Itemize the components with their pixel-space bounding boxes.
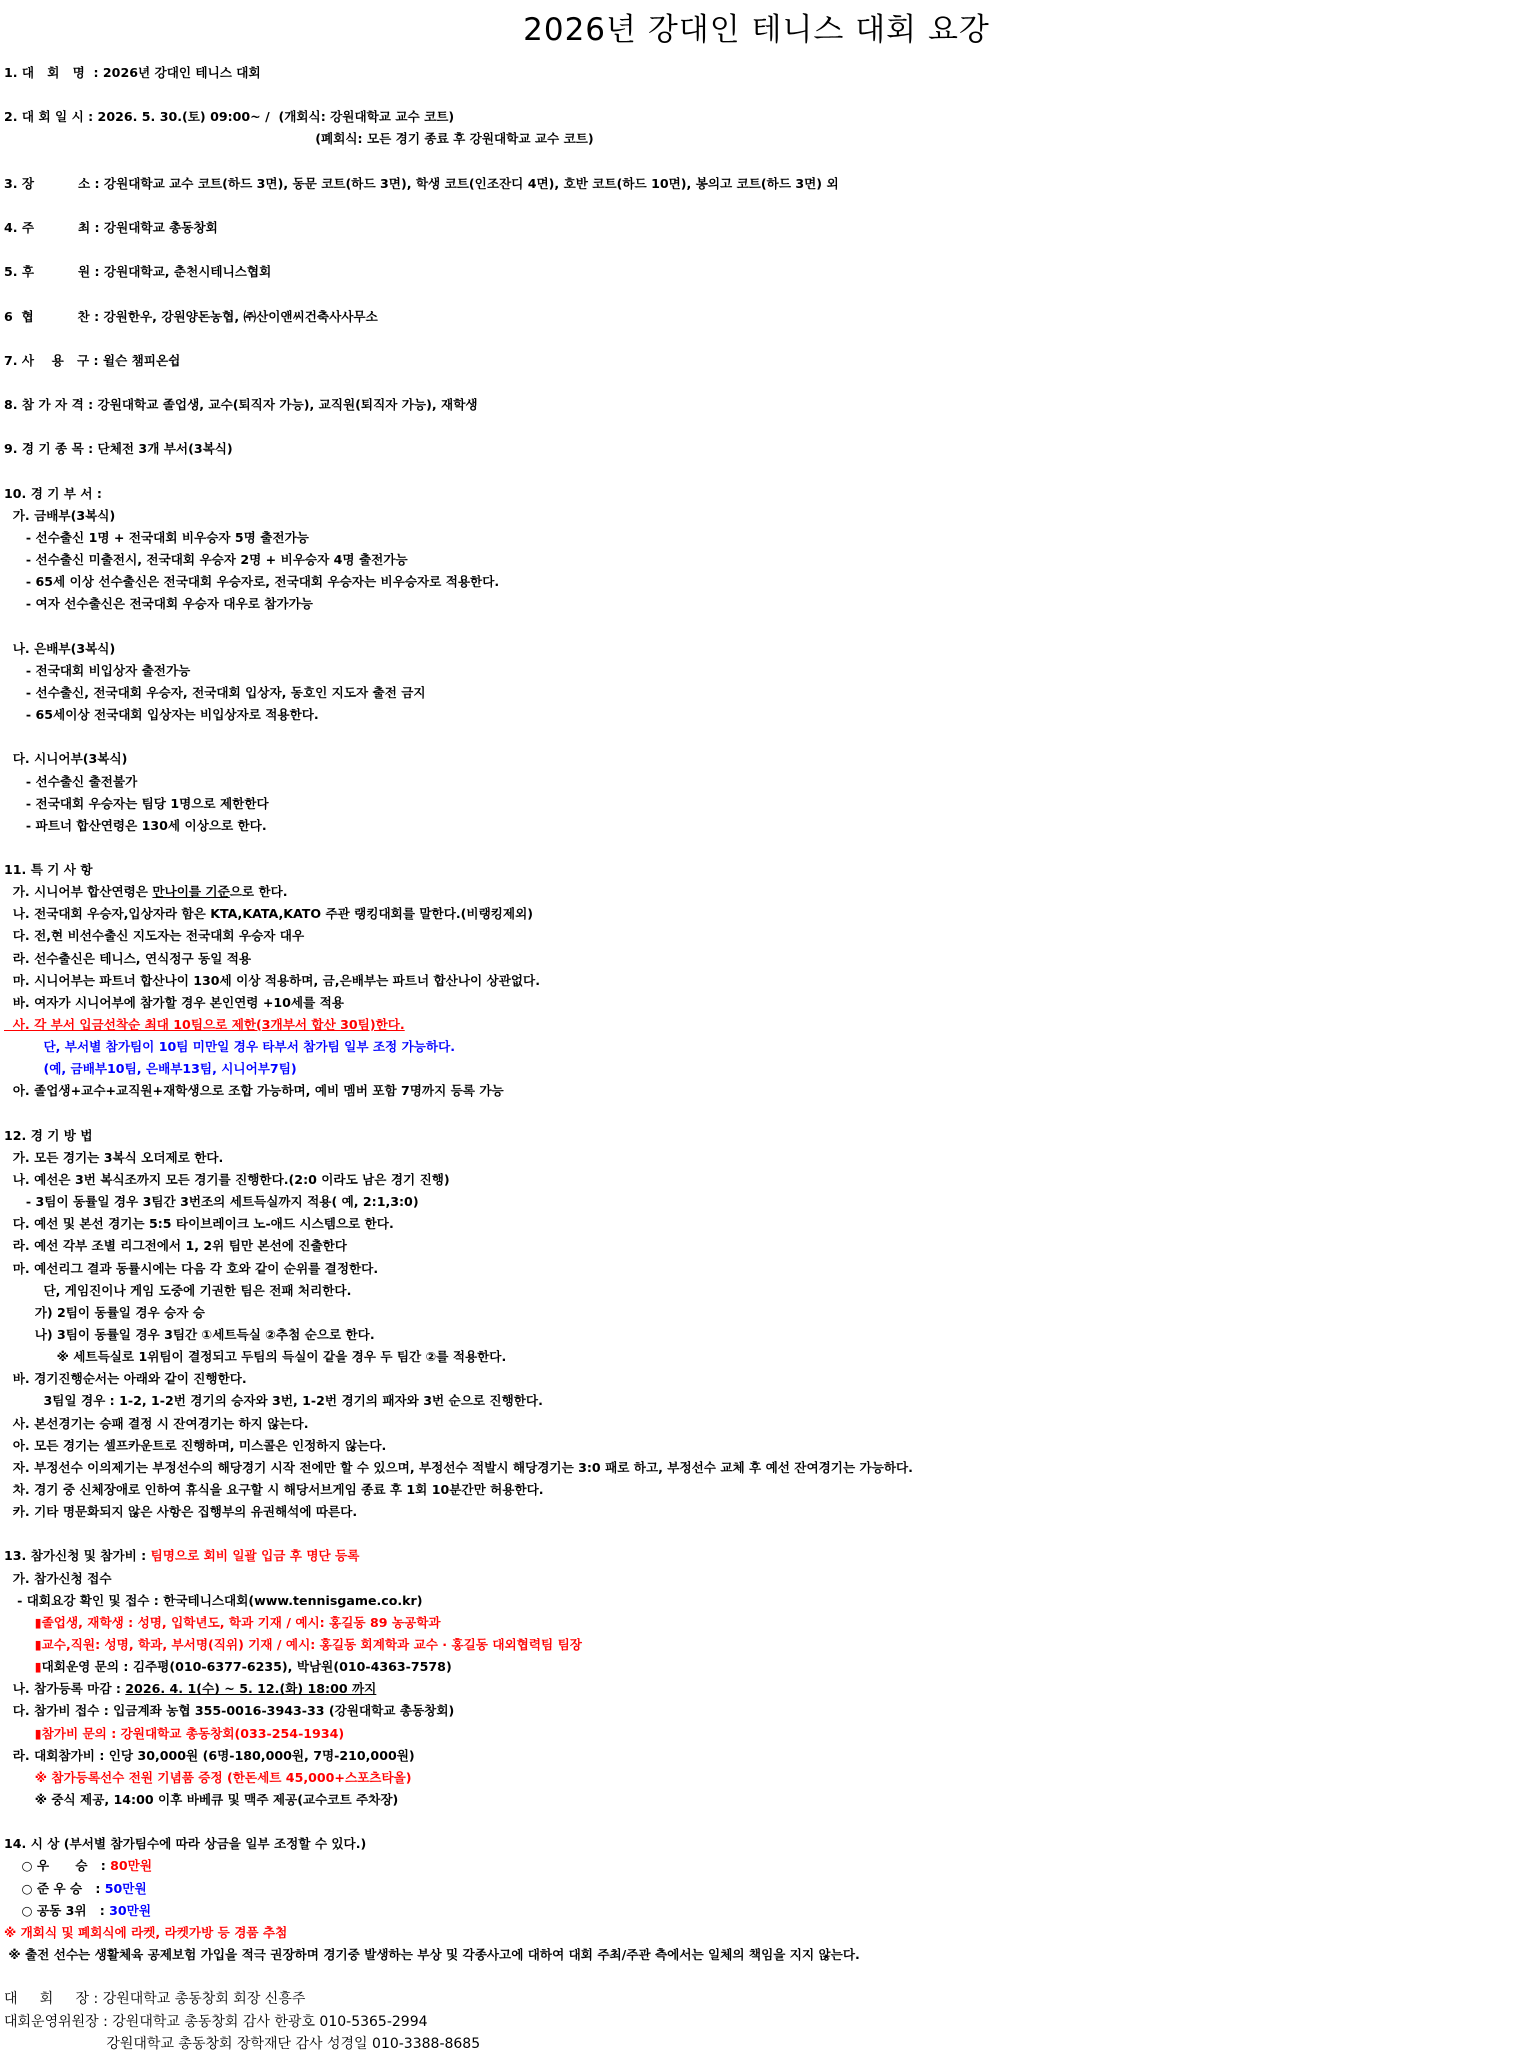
text-line: [4, 1435, 1504, 1457]
text-segment: 가. 시니어부 합산연령은: [4, 884, 153, 900]
text-line: [4, 704, 1504, 726]
document-title: 2026년 강대인 테니스 대회 요강: [523, 12, 990, 48]
text-line: [4, 793, 1504, 815]
text-line: [4, 992, 1504, 1014]
document-body: [4, 62, 1504, 2056]
text-segment: - 대회요강 확인 및 접수 : 한국테니스대회(www.tennisgame.co.kr): [4, 1592, 423, 1608]
text-segment: 나) 3팀이 동률일 경우 3팀간 ①세트득실 ②추첨 순으로 한다.: [4, 1327, 375, 1343]
text-segment: 나. 은배부(3복식): [4, 640, 116, 656]
blank-line: [4, 372, 1504, 394]
text-segment: 30만원: [109, 1902, 151, 1918]
text-line: [4, 1258, 1504, 1280]
text-segment: ▮교수,직원: 성명, 학과, 부서명(직위) 기재 / 예시: 홍길동 회계학과 교수 · 홍길동 대외협력팀 팀장: [4, 1636, 582, 1652]
text-segment: 6 협 찬 : 강원한우, 강원양돈농협, ㈜산이앤씨건축사사무소: [4, 308, 378, 324]
text-segment: 팀명으로 회비 일괄 입금 후 명단 등록: [150, 1548, 360, 1564]
text-segment: 만나이를 기준: [152, 884, 230, 900]
text-segment: 바. 경기진행순서는 아래와 같이 진행한다.: [4, 1371, 247, 1387]
signature-line: 대 회 장 : 강원대학교 총동창회 회장 신흥주: [4, 1991, 306, 2008]
text-segment: 으로 한다.: [229, 884, 288, 900]
text-line: [4, 859, 1504, 881]
text-segment: - 전국대회 비입상자 출전가능: [4, 662, 191, 678]
text-segment: 12. 경 기 방 법: [4, 1127, 93, 1143]
text-line: [4, 925, 1504, 947]
text-segment: 다. 시니어부(3복식): [4, 751, 128, 767]
text-segment: 바. 여자가 시니어부에 참가할 경우 본인연령 +10세를 적용: [4, 994, 344, 1010]
text-line: [4, 1169, 1504, 1191]
blank-line: [4, 1103, 1504, 1125]
text-line: [4, 1302, 1504, 1324]
signature-block: [4, 1988, 1504, 2056]
blank-line: [4, 195, 1504, 217]
blank-line: [4, 616, 1504, 638]
blank-line: [4, 726, 1504, 748]
text-line: [4, 261, 1504, 283]
text-segment: 11. 특 기 사 항: [4, 862, 93, 878]
text-segment: 차. 경기 중 신체장애로 인하여 휴식을 요구할 시 해당서브게임 종료 후 1회 10분간만 허용한다.: [4, 1482, 544, 1497]
text-segment: ○ 준 우 승 :: [4, 1880, 105, 1896]
text-line: [4, 1457, 1504, 1479]
text-line: [4, 1413, 1504, 1435]
text-line: [4, 748, 1504, 770]
text-segment: 9. 경 기 종 목 : 단체전 3개 부서(3복식): [4, 441, 233, 457]
text-line: [4, 1125, 1504, 1147]
text-line: [4, 173, 1504, 195]
text-line: [4, 1922, 1504, 1944]
text-segment: - 여자 선수출신은 전국대회 우승자 대우로 참가가능: [4, 596, 313, 612]
text-line: [4, 62, 1504, 84]
text-line: [4, 394, 1504, 416]
text-segment: 카. 기타 명문화되지 않은 사항은 집행부의 유권해석에 따른다.: [4, 1504, 358, 1520]
text-line: [4, 527, 1504, 549]
text-segment: 나. 전국대회 우승자,입상자라 함은 KTA,KATA,KATO 주관 랭킹대회를 말한다.(비랭킹제외): [4, 906, 533, 922]
text-segment: (폐회식: 모든 경기 종료 후 강원대학교 교수 코트): [4, 131, 594, 147]
text-segment: 8. 참 가 자 격 : 강원대학교 졸업생, 교수(퇴직자 가능), 교직원(퇴직자 가능), 재학생: [4, 397, 478, 413]
text-line: [4, 1900, 1504, 1922]
text-line: [4, 1700, 1504, 1722]
text-segment: 80만원: [110, 1858, 152, 1874]
text-segment: ※ 개회식 및 폐회식에 라켓, 라켓가방 등 경품 추첨: [4, 1924, 288, 1940]
text-line: [4, 1213, 1504, 1235]
text-line: [4, 571, 1504, 593]
text-segment: 다. 참가비 접수 : 입금계좌 농협 355-0016-3943-33 (강원대학교 총동창회): [4, 1703, 455, 1719]
text-line: [4, 1833, 1504, 1855]
text-segment: ※ 중식 제공, 14:00 이후 바베큐 및 맥주 제공(교수코트 주차장): [4, 1791, 399, 1807]
blank-line: [4, 416, 1504, 438]
text-segment: 4. 주 최 : 강원대학교 총동창회: [4, 219, 218, 235]
text-segment: - 전국대회 우승자는 팀당 1명으로 제한한다: [4, 795, 269, 811]
text-segment: 사. 각 부서 입금선착순 최대 10팀으로 제한(3개부서 합산 30팀)한다.: [4, 1017, 405, 1033]
text-line: [4, 682, 1504, 704]
text-line: [4, 1855, 1504, 1877]
blank-line: [4, 328, 1504, 350]
text-line: [4, 1346, 1504, 1368]
text-line: [4, 1545, 1504, 1567]
text-line: [4, 483, 1504, 505]
text-segment: - 선수출신 1명 + 전국대회 비우승자 5명 출전가능: [4, 529, 309, 545]
text-line: [4, 306, 1504, 328]
text-segment: ▮: [34, 1659, 42, 1675]
text-line: [4, 660, 1504, 682]
text-line: [4, 1390, 1504, 1412]
text-segment: 아. 모든 경기는 셀프카운트로 진행하며, 미스콜은 인정하지 않는다.: [4, 1437, 387, 1453]
text-line: [4, 1235, 1504, 1257]
text-line: [4, 350, 1504, 372]
text-line: [4, 1501, 1504, 1523]
text-segment: 자. 부정선수 이의제기는 부정선수의 해당경기 시작 전에만 할 수 있으며, 부정선수 적발시 해당경기는 3:0 패로 하고, 부정선수 교체 후 예선 잔여경기는 가능하다.: [4, 1459, 913, 1475]
text-segment: - 선수출신 미출전시, 전국대회 우승자 2명 + 비우승자 4명 출전가능: [4, 552, 408, 568]
text-segment: ▮졸업생, 재학생 : 성명, 입학년도, 학과 기재 / 예시: 홍길동 89 농공학과: [4, 1614, 441, 1630]
text-segment: - 65세 이상 선수출신은 전국대회 우승자로, 전국대회 우승자는 비우승자로 적용한다.: [4, 574, 500, 590]
text-line: [4, 505, 1504, 527]
text-segment: ○ 우 승 :: [4, 1858, 111, 1874]
text-line: [4, 1568, 1504, 1590]
text-segment: 2. 대 회 일 시 : 2026. 5. 30.(토) 09:00~ / (개회식: 강원대학교 교수 코트): [4, 109, 455, 125]
text-line: [4, 1058, 1504, 1080]
text-line: [4, 1014, 1504, 1036]
text-segment: 50만원: [104, 1880, 147, 1896]
text-line: [4, 970, 1504, 992]
text-segment: 가. 모든 경기는 3복식 오더제로 한다.: [4, 1149, 224, 1165]
blank-line: [4, 283, 1504, 305]
text-segment: 단, 게임진이나 게임 도중에 기권한 팀은 전패 처리한다.: [4, 1282, 352, 1298]
text-line: [4, 1080, 1504, 1102]
text-line: [4, 217, 1504, 239]
text-segment: 대회운영 문의 : 김주평(010-6377-6235), 박남원(010-4363-7578): [41, 1659, 452, 1675]
text-segment: 13. 참가신청 및 참가비 :: [4, 1548, 151, 1564]
text-segment: 5. 후 원 : 강원대학교, 춘천시테니스협회: [4, 264, 272, 280]
text-segment: 10. 경 기 부 서 :: [4, 485, 102, 501]
text-segment: 라. 대회참가비 : 인당 30,000원 (6명-180,000원, 7명-210,000원): [4, 1747, 415, 1763]
text-line: [4, 593, 1504, 615]
text-line: [4, 1612, 1504, 1634]
text-segment: 3팀일 경우 : 1-2, 1-2번 경기의 승자와 3번, 1-2번 경기의 패자와 3번 순으로 진행한다.: [4, 1393, 543, 1409]
text-segment: ※ 참가등록선수 전원 기념품 증정 (한돈세트 45,000+스포츠타올): [4, 1769, 412, 1785]
text-segment: ▮참가비 문의 : 강원대학교 총동창회(033-254-1934): [4, 1725, 345, 1741]
text-line: [4, 1368, 1504, 1390]
text-line: [4, 1656, 1504, 1678]
text-segment: 3. 장 소 : 강원대학교 교수 코트(하드 3면), 동문 코트(하드 3면), 학생 코트(인조잔디 4면), 호반 코트(하드 10면), 봉의고 코트(하드 3면) 외: [4, 175, 839, 191]
text-segment: 아. 졸업생+교수+교직원+재학생으로 조합 가능하며, 예비 멤버 포함 7명까지 등록 가능: [4, 1083, 504, 1099]
text-segment: 다. 예선 및 본선 경기는 5:5 타이브레이크 노-애드 시스템으로 한다.: [4, 1216, 394, 1232]
text-line: [4, 815, 1504, 837]
text-segment: 7. 사 용 구 : 윌슨 챔피온쉽: [4, 352, 181, 368]
text-segment: - 3팀이 동률일 경우 3팀간 3번조의 세트득실까지 적용( 예, 2:1,3:0): [4, 1194, 419, 1210]
text-line: [4, 1745, 1504, 1767]
text-segment: [4, 1659, 35, 1674]
text-segment: 라. 예선 각부 조별 리그전에서 1, 2위 팀만 본선에 진출한다: [4, 1238, 347, 1254]
blank-line: [4, 1966, 1504, 1988]
blank-line: [4, 151, 1504, 173]
text-line: [4, 549, 1504, 571]
text-segment: 단, 부서별 참가팀이 10팀 미만일 경우 타부서 참가팀 일부 조정 가능하다.: [4, 1039, 456, 1055]
text-segment: 라. 선수출신은 테니스, 연식정구 동일 적용: [4, 950, 252, 966]
blank-line: [4, 84, 1504, 106]
text-segment: 2026. 4. 1(수) ~ 5. 12.(화) 18:00 까지: [125, 1681, 377, 1697]
text-line: [4, 1191, 1504, 1213]
text-segment: 가. 금배부(3복식): [4, 507, 116, 523]
text-segment: ※ 세트득실로 1위팀이 결정되고 두팀의 득실이 같을 경우 두 팀간 ②를 적용한다.: [4, 1349, 507, 1365]
text-line: [4, 106, 1504, 128]
text-line: [4, 1590, 1504, 1612]
text-line: [4, 1147, 1504, 1169]
signature-line: 대회운영위원장 : 강원대학교 총동창회 감사 한광호 010-5365-2994: [4, 2013, 428, 2030]
text-line: [4, 1036, 1504, 1058]
text-segment: 마. 예선리그 결과 동률시에는 다음 각 호와 같이 순위를 결정한다.: [4, 1260, 379, 1276]
text-segment: - 65세이상 전국대회 입상자는 비입상자로 적용한다.: [4, 707, 319, 723]
text-line: [4, 1678, 1504, 1700]
text-segment: (예, 금배부10팀, 은배부13팀, 시니어부7팀): [4, 1061, 297, 1077]
text-segment: 1. 대 회 명 : 2026년 강대인 테니스 대회: [4, 65, 261, 80]
text-line: [4, 881, 1504, 903]
text-line: [4, 1479, 1504, 1501]
text-line: [4, 903, 1504, 925]
text-segment: 다. 전,현 비선수출신 지도자는 전국대회 우승자 대우: [4, 928, 305, 944]
signature-line: 강원대학교 총동창회 장학재단 감사 성경일 010-3388-8685: [4, 2036, 481, 2053]
text-segment: ※ 출전 선수는 생활체육 공제보험 가입을 적극 권장하며 경기중 발생하는 부상 및 각종사고에 대하여 대회 주최/주관 측에서는 일체의 책임을 지지 않는다.: [4, 1946, 860, 1962]
blank-line: [4, 239, 1504, 261]
text-segment: - 선수출신, 전국대회 우승자, 전국대회 입상자, 동호인 지도자 출전 금지: [4, 684, 426, 700]
text-line: [4, 638, 1504, 660]
text-segment: - 선수출신 출전불가: [4, 773, 138, 789]
text-line: [4, 948, 1504, 970]
text-segment: 나. 참가등록 마감 :: [4, 1681, 126, 1697]
text-segment: 가. 참가신청 접수: [4, 1570, 112, 1586]
text-segment: - 파트너 합산연령은 130세 이상으로 한다.: [4, 817, 267, 833]
text-line: [4, 1634, 1504, 1656]
text-line: [4, 1767, 1504, 1789]
text-line: [4, 1324, 1504, 1346]
text-segment: 가) 2팀이 동률일 경우 승자 승: [4, 1304, 205, 1320]
text-segment: 나. 예선은 3번 복식조까지 모든 경기를 진행한다.(2:0 이라도 남은 경기 진행): [4, 1172, 450, 1188]
text-line: [4, 1878, 1504, 1900]
blank-line: [4, 837, 1504, 859]
text-segment: 14. 시 상 (부서별 참가팀수에 따라 상금을 일부 조정할 수 있다.): [4, 1836, 367, 1852]
text-segment: ○ 공동 3위 :: [4, 1902, 110, 1918]
text-line: [4, 438, 1504, 460]
text-line: [4, 1280, 1504, 1302]
text-line: [4, 1944, 1504, 1966]
text-line: [4, 1723, 1504, 1745]
text-segment: 마. 시니어부는 파트너 합산나이 130세 이상 적용하며, 금,은배부는 파트너 합산나이 상관없다.: [4, 972, 540, 988]
blank-line: [4, 1523, 1504, 1545]
blank-line: [4, 461, 1504, 483]
text-line: [4, 771, 1504, 793]
text-line: [4, 1789, 1504, 1811]
text-line: [4, 128, 1504, 150]
blank-line: [4, 1811, 1504, 1833]
text-segment: 사. 본선경기는 승패 결정 시 잔여경기는 하지 않는다.: [4, 1415, 309, 1431]
